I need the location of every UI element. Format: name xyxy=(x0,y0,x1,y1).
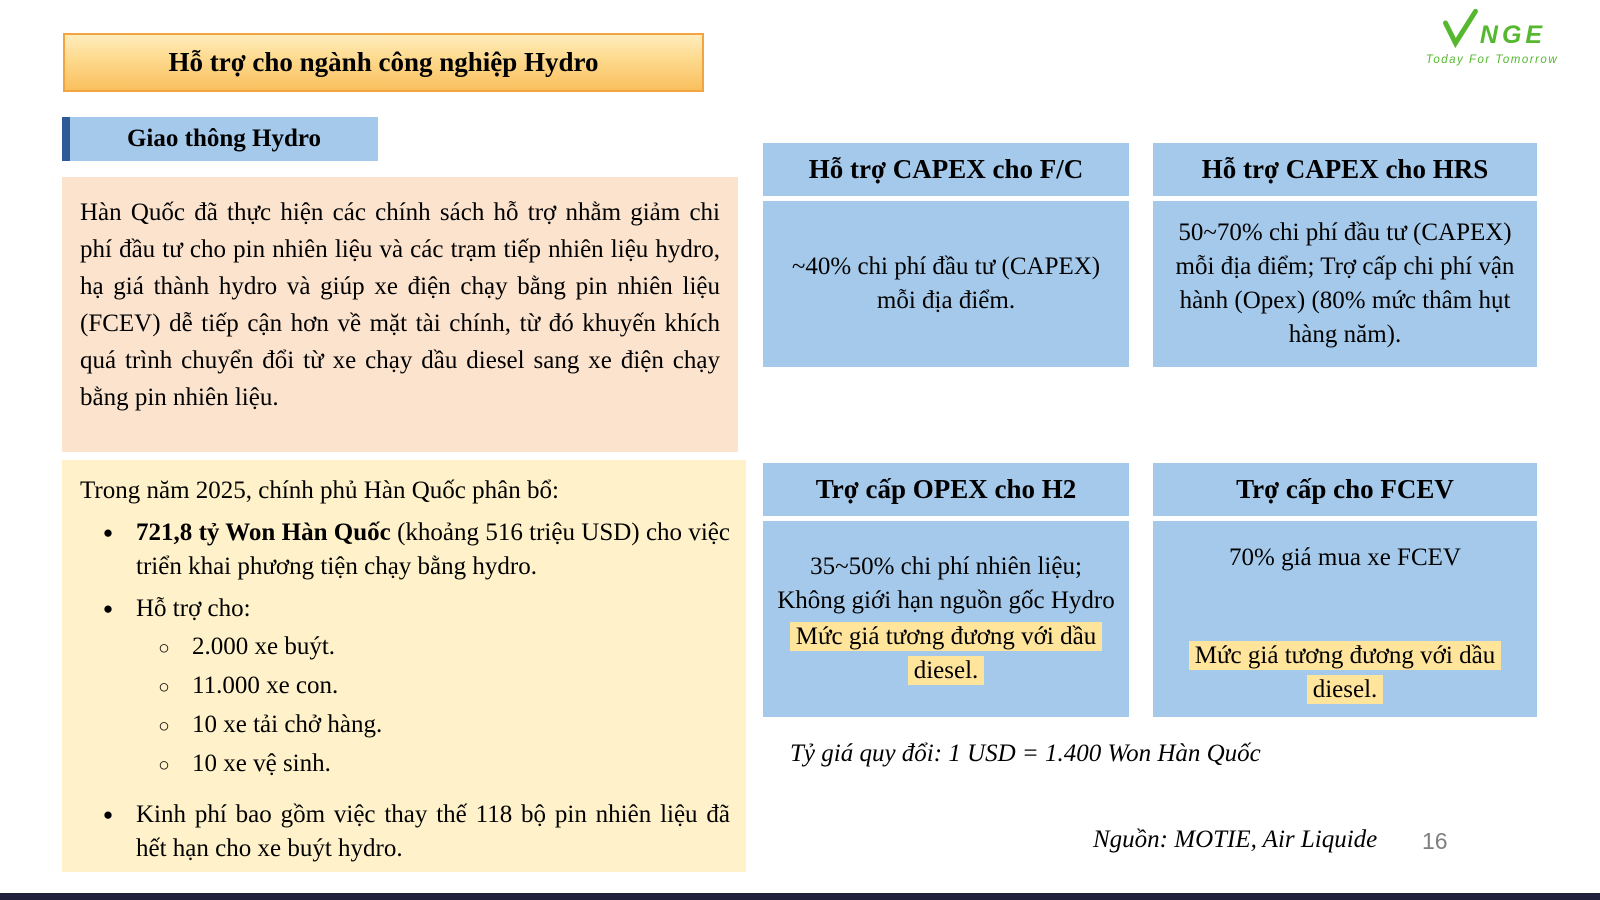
budget-rest: (khoảng 516 triệu USD) cho việc triển khai phương tiện chạy bằng hydro. xyxy=(136,519,730,580)
logo-text: NGE xyxy=(1479,21,1547,49)
bottom-accent-bar xyxy=(0,893,1600,900)
allocation-item-replacement-text: Kinh phí bao gồm việc thay thế 118 bộ pin nhiên liệu đã hết hạn cho xe buýt hydro. xyxy=(136,801,730,862)
bullet-icon xyxy=(80,592,136,628)
support-sub-item-trucks xyxy=(80,706,732,745)
panel-fcev-header: Trợ cấp cho FCEV xyxy=(1153,463,1537,516)
panel-fcev-highlight: Mức giá tương đương với dầu diesel. xyxy=(1189,641,1501,704)
panel-capex-fc-header: Hỗ trợ CAPEX cho F/C xyxy=(763,143,1129,196)
support-sub-item-buses-text: 2.000 xe buýt. xyxy=(192,633,336,660)
allocation-item-support xyxy=(80,592,732,628)
intro-paragraph-box xyxy=(62,177,738,452)
intro-paragraph: Hàn Quốc đã thực hiện các chính sách hỗ trợ nhằm giảm chi phí đầu tư cho pin nhiên liệu và các trạm tiếp nhiên liệu hydro, hạ giá thành hydro và giúp xe điện chạy bằng pin nhiên liệu (FCEV) dễ tiếp cận hơn về mặt tài chính, từ đó khuyến khích quá trình chuyển đổi từ xe chạy dầu diesel sang xe điện chạy bằng pin nhiên liệu. xyxy=(80,199,720,411)
support-sub-item-buses xyxy=(80,628,732,667)
panel-opex-h2-body: 35~50% chi phí nhiên liệu; Không giới hạn nguồn gốc Hydro xyxy=(777,553,1115,614)
allocation-item-support-label: Hỗ trợ cho: xyxy=(136,595,251,622)
panel-opex-h2-header: Trợ cấp OPEX cho H2 xyxy=(763,463,1129,516)
panel-fcev-highlight-line xyxy=(1163,639,1527,707)
panel-fcev-body: 70% giá mua xe FCEV xyxy=(1229,544,1461,571)
allocation-box xyxy=(62,460,746,872)
logo-check-icon xyxy=(1438,6,1478,50)
vnge-logo xyxy=(1412,6,1572,66)
support-sub-item-trucks-text: 10 xe tải chở hàng. xyxy=(192,711,383,738)
panel-capex-fc xyxy=(763,143,1129,367)
panel-fcev xyxy=(1153,463,1537,717)
panel-capex-hrs xyxy=(1153,143,1537,367)
section-label: Giao thông Hydro xyxy=(126,125,322,152)
panel-capex-hrs-header: Hỗ trợ CAPEX cho HRS xyxy=(1153,143,1537,196)
circle-bullet-icon xyxy=(136,667,192,706)
circle-bullet-icon xyxy=(136,628,192,667)
bullet-icon xyxy=(80,516,136,584)
logo-tagline: Today For Tomorrow xyxy=(1425,54,1559,66)
panel-opex-h2-highlight: Mức giá tương đương với dầu diesel. xyxy=(790,622,1102,685)
support-sub-item-sanitation xyxy=(80,745,732,784)
source-note: Nguồn: MOTIE, Air Liquide xyxy=(1093,826,1378,853)
panel-opex-h2-highlight-line xyxy=(773,620,1119,688)
exchange-rate-note: Tỷ giá quy đổi: 1 USD = 1.400 Won Hàn Quốc xyxy=(790,740,1261,767)
panel-capex-fc-body: ~40% chi phí đầu tư (CAPEX) mỗi địa điểm. xyxy=(791,253,1101,314)
slide-title-box xyxy=(63,33,704,92)
support-sub-item-cars xyxy=(80,667,732,706)
support-sub-item-sanitation-text: 10 xe vệ sinh. xyxy=(192,750,331,777)
support-sub-item-cars-text: 11.000 xe con. xyxy=(192,672,339,699)
bullet-icon xyxy=(80,798,136,866)
circle-bullet-icon xyxy=(136,706,192,745)
allocation-item-budget xyxy=(80,516,732,584)
panel-capex-hrs-body: 50~70% chi phí đầu tư (CAPEX) mỗi địa điểm; Trợ cấp chi phí vận hành (Opex) (80% mức thâm hụt hàng năm). xyxy=(1175,219,1515,348)
circle-bullet-icon xyxy=(136,745,192,784)
allocation-intro: Trong năm 2025, chính phủ Hàn Quốc phân bổ: xyxy=(80,477,559,504)
page-number: 16 xyxy=(1422,828,1448,854)
budget-amount: 721,8 tỷ Won Hàn Quốc xyxy=(136,519,391,546)
allocation-item-budget-text xyxy=(136,516,732,584)
section-label-box xyxy=(62,117,378,161)
panel-opex-h2 xyxy=(763,463,1129,717)
slide-title: Hỗ trợ cho ngành công nghiệp Hydro xyxy=(168,47,599,77)
allocation-item-replacement xyxy=(80,798,732,866)
